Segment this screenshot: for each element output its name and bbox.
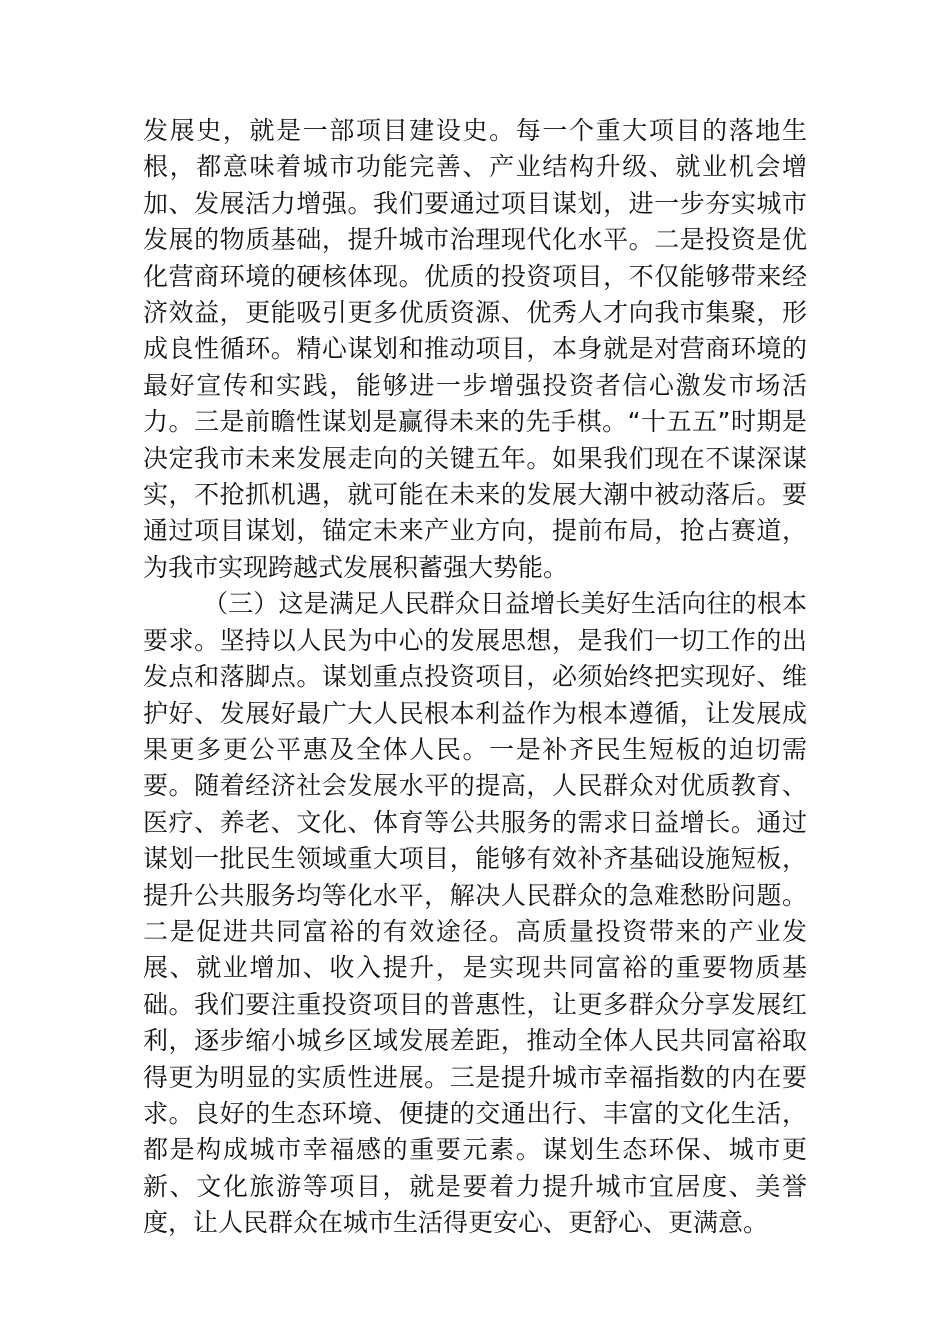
paragraph-section-three: （三）这是满足人民群众日益增长美好生活向往的根本要求。坚持以人民为中心的发展思想，是我们一切工作的出发点和落脚点。谋划重点投资项目，必须始终把实现好、维护好、发展好最广大人民根本利益作为根本遵循，让发展成果更多更公平惠及全体人民。一是补齐民生短板的迫切需要。随着经济社会发展水平的提高，人民群众对优质教育、医疗、养老、文化、体育等公共服务的需求日益增长。通过谋划一批民生领域重大项目，能够有效补齐基础设施短板，提升公共服务均等化水平，解决人民群众的急难愁盼问题。二是促进共同富裕的有效途径。高质量投资带来的产业发展、就业增加、收入提升，是实现共同富裕的重要物质基础。我们要注重投资项目的普惠性，让更多群众分享发展红利，逐步缩小城乡区域发展差距，推动全体人民共同富裕取得更为明显的实质性进展。三是提升城市幸福指数的内在要求。良好的生态环境、便捷的交通出行、丰富的文化生活，都是构成城市幸福感的重要元素。谋划生态环保、城市更新、文化旅游等项目，就是要着力提升城市宜居度、美誉度，让人民群众在城市生活得更安心、更舒心、更满意。 — [143, 589, 807, 1238]
body-text — [143, 113, 807, 1242]
paragraph-continuation: 发展史，就是一部项目建设史。每一个重大项目的落地生根，都意味着城市功能完善、产业结构升级、就业机会增加、发展活力增强。我们要通过项目谋划，进一步夯实城市发展的物质基础，提升城市治理现代化水平。二是投资是优化营商环境的硬核体现。优质的投资项目，不仅能够带来经济效益，更能吸引更多优质资源、优秀人才向我市集聚，形成良性循环。精心谋划和推动项目，本身就是对营商环境的最好宣传和实践，能够进一步增强投资者信心激发市场活力。三是前瞻性谋划是赢得未来的先手棋。“十五五”时期是决定我市未来发展走向的关键五年。如果我们现在不谋深谋实，不抢抓机遇，就可能在未来的发展大潮中被动落后。要通过项目谋划，锚定未来产业方向，提前布局，抢占赛道，为我市实现跨越式发展积蓄强大势能。 — [143, 116, 807, 582]
